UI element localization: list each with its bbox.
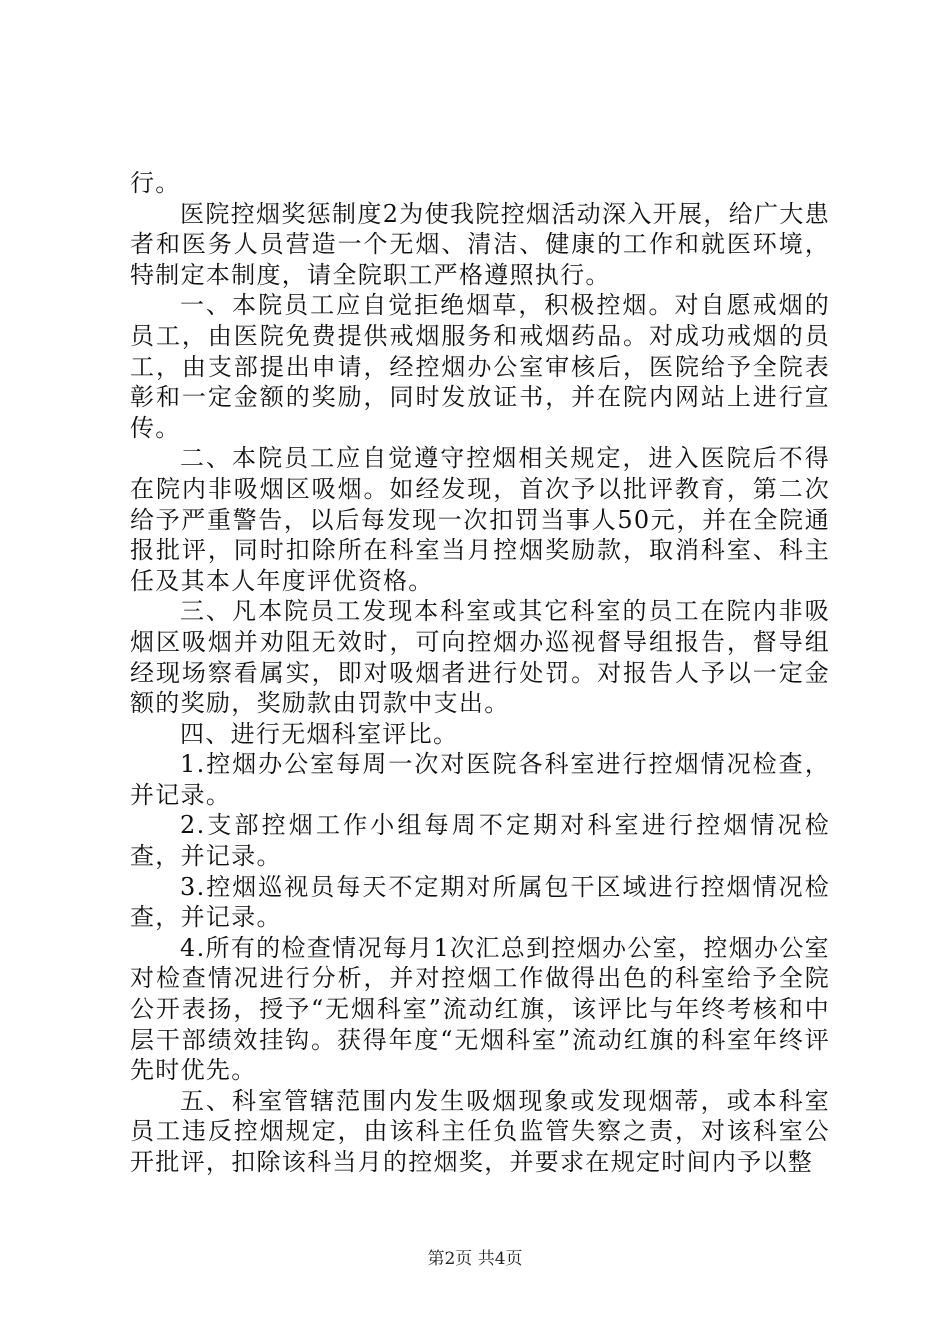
paragraph-rule-4: 四、进行无烟科室评比。 bbox=[180, 719, 459, 748]
paragraph-rule-5: 五、科室管辖范围内发生吸烟现象或发现烟蒂，或本科室员工违反控烟规定，由该科主任负监管失察之责，对该科室公开批评，扣除该科当月的控烟奖，并要求在规定时间内予以整 bbox=[130, 1086, 830, 1176]
page-number-footer: 第2页 共4页 bbox=[427, 1249, 523, 1269]
paragraph-rule-3: 三、凡本院员工发现本科室或其它科室的员工在院内非吸烟区吸烟并劝阻无效时，可向控烟办巡视督导组报告，督导组经现场察看属实，即对吸烟者进行处罚。对报告人予以一定金额的奖励，奖励款由罚款中支出。 bbox=[130, 597, 830, 718]
paragraph-item-2: 2.支部控烟工作小组每周不定期对科室进行控烟情况检查，并记录。 bbox=[130, 811, 830, 871]
paragraph-rule-2: 二、本院员工应自觉遵守控烟相关规定，进入医院后不得在院内非吸烟区吸烟。如经发现，首次予以批评教育，第二次给予严重警告，以后每发现一次扣罚当事人50元，并在全院通报批评，同时扣除所在科室当月控烟奖励款，取消科室、科主任及其本人年度评优资格。 bbox=[130, 444, 830, 595]
paragraph-rule-1: 一、本院员工应自觉拒绝烟草，积极控烟。对自愿戒烟的员工，由医院免费提供戒烟服务和戒烟药品。对成功戒烟的员工，由支部提出申请，经控烟办公室审核后，医院给予全院表彰和一定金额的奖励，同时发放证书，并在院内网站上进行宣传。 bbox=[130, 291, 830, 442]
paragraph-item-1: 1.控烟办公室每周一次对医院各科室进行控烟情况检查，并记录。 bbox=[130, 750, 830, 809]
paragraph-continuation: 行。 bbox=[130, 169, 181, 197]
paragraph-item-3: 3.控烟巡视员每天不定期对所属包干区域进行控烟情况检查，并记录。 bbox=[130, 872, 830, 932]
paragraph-item-4: 4.所有的检查情况每月1次汇总到控烟办公室，控烟办公室对检查情况进行分析，并对控烟工作做得出色的科室给予全院公开表扬，授予“无烟科室”流动红旗，该评比与年终考核和中层干部绩效挂钩。获得年度“无烟科室”流动红旗的科室年终评先时优先。 bbox=[130, 933, 830, 1085]
document-body bbox=[130, 168, 830, 1178]
paragraph-intro: 医院控烟奖惩制度2为使我院控烟活动深入开展，给广大患者和医务人员营造一个无烟、清洁、健康的工作和就医环境，特制定本制度，请全院职工严格遵照执行。 bbox=[130, 199, 830, 289]
